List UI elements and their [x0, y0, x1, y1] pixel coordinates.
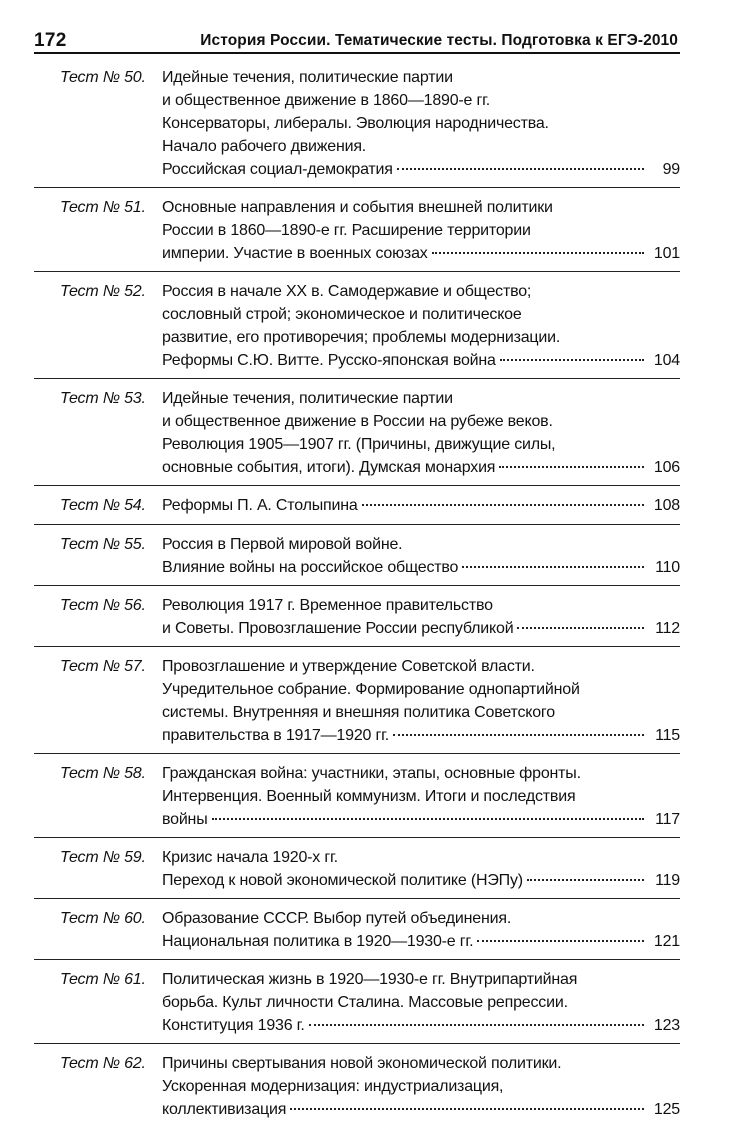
toc-title-line: основные события, итоги). Думская монархия	[162, 459, 496, 476]
toc-title-line: Учредительное собрание. Формирование однопартийной	[162, 681, 580, 698]
toc-title-line: Реформы С.Ю. Витте. Русско-японская война	[162, 352, 496, 369]
toc-entry-label: Тест № 61.	[60, 971, 146, 988]
toc-title-line: Гражданская война: участники, этапы, основные фронты.	[162, 765, 581, 782]
toc-entry-label: Тест № 58.	[60, 765, 146, 782]
dot-leader	[499, 466, 644, 468]
toc-entry-label: Тест № 62.	[60, 1055, 146, 1072]
toc-title-line: Национальная политика в 1920—1930-е гг.	[162, 933, 474, 950]
toc-title-line: Реформы П. А. Столыпина	[162, 497, 358, 514]
toc-title-line: и общественное движение в России на рубеже веков.	[162, 413, 553, 430]
running-head: История России. Тематические тесты. Подготовка к ЕГЭ-2010	[200, 32, 678, 49]
toc-entry-title	[162, 594, 680, 640]
toc-title-line: Революция 1905—1907 гг. (Причины, движущие силы,	[162, 436, 556, 453]
toc-entry-title	[162, 196, 680, 265]
toc-entry-label: Тест № 60.	[60, 910, 146, 927]
toc-page-number: 106	[653, 459, 680, 476]
toc-entry-label: Тест № 54.	[60, 497, 146, 514]
toc-title-line: Россия в начале XX в. Самодержавие и общество;	[162, 283, 532, 300]
page-number: 172	[34, 30, 67, 51]
toc-entry	[34, 586, 680, 647]
dot-leader	[500, 359, 644, 361]
toc-title-line: Идейные течения, политические партии	[162, 69, 453, 86]
toc-title-last-line	[162, 930, 680, 953]
toc-title-last-line	[162, 242, 680, 265]
toc-entry-title	[162, 494, 680, 517]
toc-title-line: коллективизация	[162, 1101, 287, 1118]
toc-page-number: 108	[653, 497, 680, 514]
dot-leader	[393, 734, 644, 736]
toc-entry-title	[162, 846, 680, 892]
toc-title-last-line	[162, 349, 680, 372]
toc-entry-title	[162, 762, 680, 831]
toc-entry-title	[162, 968, 680, 1037]
toc-entry	[34, 1044, 680, 1127]
toc-entry-label: Тест № 53.	[60, 390, 146, 407]
toc-title-line: Образование СССР. Выбор путей объединения.	[162, 910, 512, 927]
toc-title-line: и общественное движение в 1860—1890-е гг.	[162, 92, 491, 109]
toc-title-line: Конституция 1936 г.	[162, 1017, 305, 1034]
toc-entry-title	[162, 1052, 680, 1121]
toc-entry	[34, 486, 680, 525]
dot-leader	[290, 1108, 644, 1110]
toc-page-number: 99	[662, 161, 680, 178]
toc-title-last-line	[162, 617, 680, 640]
toc-title-line: Консерваторы, либералы. Эволюция народничества.	[162, 115, 549, 132]
toc-page-number: 110	[655, 559, 680, 576]
page-header	[34, 28, 680, 54]
toc-page-number: 104	[653, 352, 680, 369]
toc-title-last-line	[162, 456, 680, 479]
toc-title-line: Политическая жизнь в 1920—1930-е гг. Внутрипартийная	[162, 971, 578, 988]
toc-title-line: правительства в 1917—1920 гг.	[162, 727, 390, 744]
toc-entry-title	[162, 66, 680, 181]
toc-entry-label: Тест № 52.	[60, 283, 146, 300]
toc-entry-title	[162, 533, 680, 579]
toc-title-line: Основные направления и события внешней политики	[162, 199, 553, 216]
toc-page-number: 101	[653, 245, 680, 262]
toc-page-number: 119	[655, 872, 680, 889]
toc-page-number: 117	[655, 811, 680, 828]
toc-title-last-line	[162, 808, 680, 831]
toc-title-last-line	[162, 158, 680, 181]
toc-entry-label: Тест № 55.	[60, 536, 146, 553]
toc-title-line: Влияние войны на российское общество	[162, 559, 459, 576]
toc-title-line: Идейные течения, политические партии	[162, 390, 453, 407]
toc-title-line: Переход к новой экономической политике (НЭПу)	[162, 872, 523, 889]
toc-entry	[34, 379, 680, 486]
toc-page-number: 121	[653, 933, 680, 950]
dot-leader	[477, 940, 644, 942]
toc-title-line: Революция 1917 г. Временное правительство	[162, 597, 493, 614]
toc-title-line: России в 1860—1890-е гг. Расширение территории	[162, 222, 531, 239]
toc-entry	[34, 838, 680, 899]
dot-leader	[462, 566, 644, 568]
toc-entry-title	[162, 387, 680, 479]
toc-entry	[34, 647, 680, 754]
toc-title-line: развитие, его противоречия; проблемы модернизации.	[162, 329, 561, 346]
toc-title-line: войны	[162, 811, 208, 828]
toc-title-last-line	[162, 869, 680, 892]
toc-entry	[34, 754, 680, 838]
toc-title-last-line	[162, 1014, 680, 1037]
dot-leader	[527, 879, 644, 881]
toc-page-number: 112	[655, 620, 680, 637]
dot-leader	[309, 1024, 644, 1026]
toc-entry-title	[162, 280, 680, 372]
dot-leader	[517, 627, 644, 629]
toc-title-last-line	[162, 1098, 680, 1121]
toc-page-number: 115	[655, 727, 680, 744]
toc-title-line: Начало рабочего движения.	[162, 138, 367, 155]
toc-entry	[34, 58, 680, 188]
dot-leader	[432, 252, 644, 254]
toc-title-line: Интервенция. Военный коммунизм. Итоги и последствия	[162, 788, 576, 805]
toc-page-number: 125	[653, 1101, 680, 1118]
table-of-contents	[34, 58, 680, 1127]
toc-entry	[34, 272, 680, 379]
toc-entry	[34, 960, 680, 1044]
toc-title-line: и Советы. Провозглашение России республикой	[162, 620, 514, 637]
toc-entry	[34, 188, 680, 272]
toc-entry-label: Тест № 57.	[60, 658, 146, 675]
toc-title-line: Ускоренная модернизация: индустриализация,	[162, 1078, 504, 1095]
toc-page-number: 123	[653, 1017, 680, 1034]
toc-title-line: Российская социал-демократия	[162, 161, 393, 178]
dot-leader	[212, 818, 645, 820]
toc-entry	[34, 525, 680, 586]
toc-title-line: сословный строй; экономическое и политическое	[162, 306, 522, 323]
toc-title-last-line	[162, 724, 680, 747]
toc-title-line: Провозглашение и утверждение Советской власти.	[162, 658, 535, 675]
toc-title-line: Кризис начала 1920-х гг.	[162, 849, 338, 866]
toc-entry-label: Тест № 50.	[60, 69, 146, 86]
toc-title-line: империи. Участие в военных союзах	[162, 245, 428, 262]
dot-leader	[397, 168, 644, 170]
toc-title-last-line	[162, 494, 680, 517]
toc-title-line: Россия в Первой мировой войне.	[162, 536, 403, 553]
toc-entry	[34, 899, 680, 960]
toc-entry-label: Тест № 56.	[60, 597, 146, 614]
toc-entry-title	[162, 907, 680, 953]
toc-entry-title	[162, 655, 680, 747]
toc-entry-label: Тест № 51.	[60, 199, 146, 216]
dot-leader	[362, 504, 644, 506]
toc-title-line: системы. Внутренняя и внешняя политика Советского	[162, 704, 555, 721]
toc-entry-label: Тест № 59.	[60, 849, 146, 866]
toc-title-line: Причины свертывания новой экономической политики.	[162, 1055, 562, 1072]
toc-title-line: борьба. Культ личности Сталина. Массовые репрессии.	[162, 994, 568, 1011]
toc-title-last-line	[162, 556, 680, 579]
